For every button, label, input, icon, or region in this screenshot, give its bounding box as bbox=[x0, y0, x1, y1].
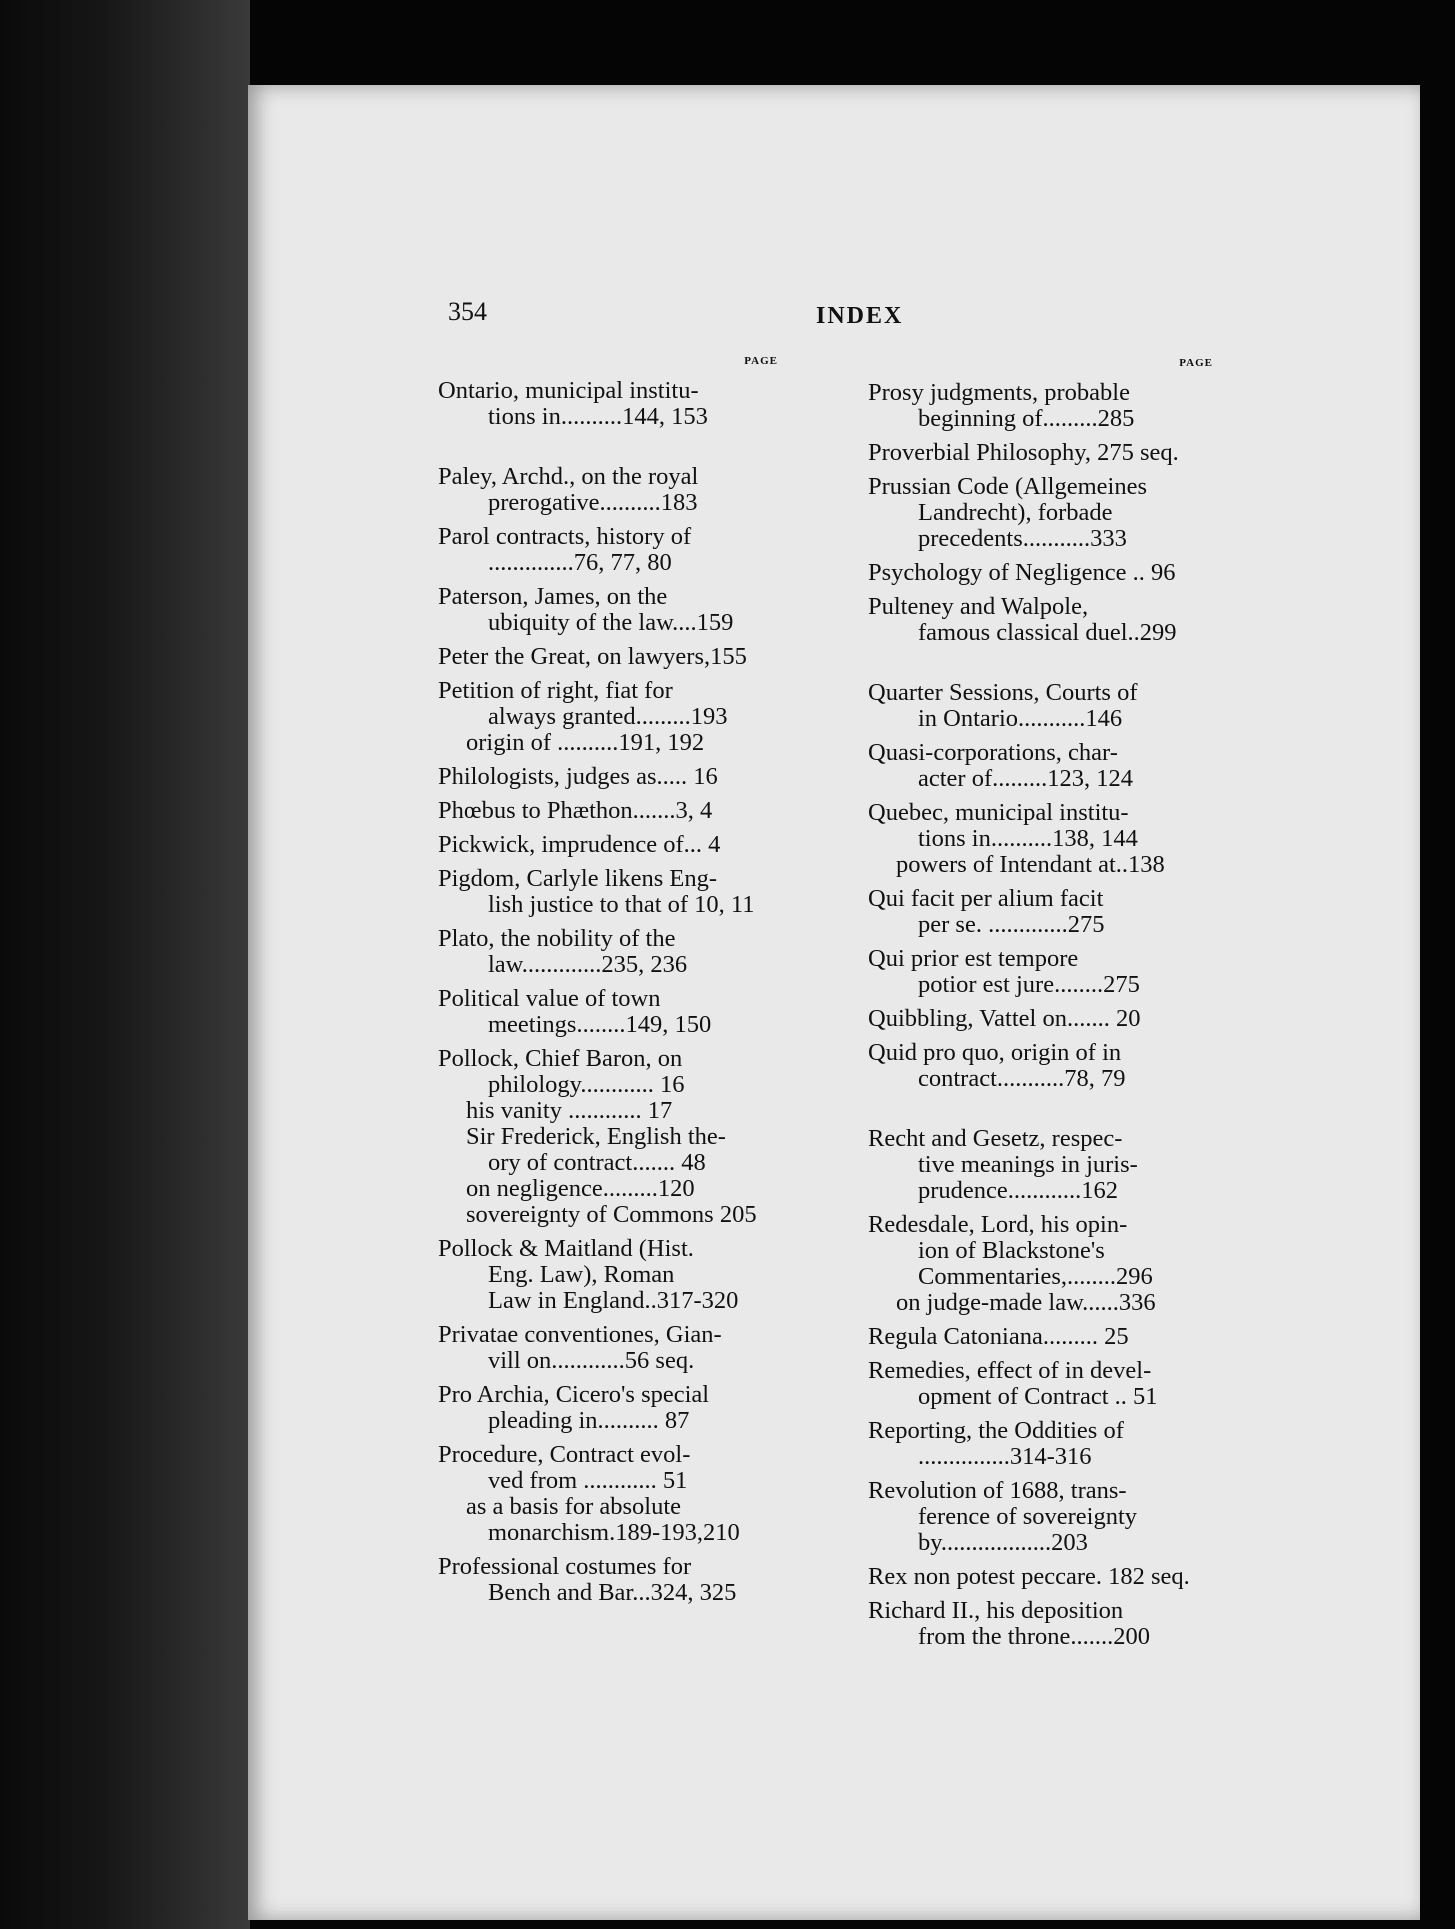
entries-right bbox=[868, 380, 1213, 1658]
index-line: Reporting, the Oddities of bbox=[868, 1417, 1124, 1444]
book-spine-edge bbox=[0, 0, 250, 1929]
index-column-right bbox=[868, 350, 1213, 1658]
index-line: Law in England..317-320 bbox=[488, 1287, 739, 1314]
index-entry bbox=[438, 1382, 778, 1434]
index-entry bbox=[438, 1554, 778, 1606]
index-line: ...............314-316 bbox=[918, 1443, 1092, 1470]
index-entry bbox=[438, 1046, 778, 1228]
index-line: Pollock, Chief Baron, on bbox=[438, 1045, 683, 1072]
index-line: tions in..........138, 144 bbox=[918, 825, 1138, 852]
index-entry bbox=[438, 378, 778, 430]
index-line: monarchism.189-193,210 bbox=[488, 1519, 740, 1546]
index-line: from the throne.......200 bbox=[918, 1623, 1151, 1650]
index-line: vill on............56 seq. bbox=[488, 1347, 695, 1374]
index-entry bbox=[438, 832, 778, 858]
index-entry bbox=[868, 800, 1213, 878]
letter-gap bbox=[868, 1100, 1213, 1126]
index-line: philology............ 16 bbox=[488, 1071, 685, 1098]
index-entry bbox=[438, 798, 778, 824]
index-entry bbox=[868, 474, 1213, 552]
index-line: Petition of right, fiat for bbox=[438, 677, 673, 704]
index-entry bbox=[438, 524, 778, 576]
index-line: as a basis for absolute bbox=[466, 1493, 681, 1520]
index-line: Commentaries,........296 bbox=[918, 1263, 1153, 1290]
index-line: beginning of.........285 bbox=[918, 405, 1135, 432]
index-entry bbox=[438, 584, 778, 636]
index-line: Political value of town bbox=[438, 985, 661, 1012]
index-entry bbox=[868, 886, 1213, 938]
index-entry bbox=[868, 380, 1213, 432]
index-entry bbox=[868, 560, 1213, 586]
index-line: Sir Frederick, English the- bbox=[466, 1123, 726, 1150]
index-line: tive meanings in juris- bbox=[918, 1151, 1138, 1178]
index-line: Eng. Law), Roman bbox=[488, 1261, 675, 1288]
column-head-left: PAGE bbox=[744, 355, 778, 367]
index-line: Pollock & Maitland (Hist. bbox=[438, 1235, 694, 1262]
index-line: by..................203 bbox=[918, 1529, 1088, 1556]
index-line: contract...........78, 79 bbox=[918, 1065, 1126, 1092]
index-line: Quarter Sessions, Courts of bbox=[868, 679, 1138, 706]
index-entry bbox=[868, 1418, 1213, 1470]
index-entry bbox=[438, 464, 778, 516]
index-line: Parol contracts, history of bbox=[438, 523, 692, 550]
index-line: Qui facit per alium facit bbox=[868, 885, 1104, 912]
index-line: Rex non potest peccare. 182 seq. bbox=[868, 1563, 1190, 1590]
index-line: Landrecht), forbade bbox=[918, 499, 1113, 526]
index-entry bbox=[438, 986, 778, 1038]
index-entry bbox=[868, 594, 1213, 646]
index-line: ubiquity of the law....159 bbox=[488, 609, 734, 636]
index-line: Phœbus to Phæthon.......3, 4 bbox=[438, 797, 713, 824]
index-line: Procedure, Contract evol- bbox=[438, 1441, 691, 1468]
index-line: Pulteney and Walpole, bbox=[868, 593, 1089, 620]
index-line: Proverbial Philosophy, 275 seq. bbox=[868, 439, 1179, 466]
index-line: Plato, the nobility of the bbox=[438, 925, 676, 952]
index-entry bbox=[868, 740, 1213, 792]
index-line: powers of Intendant at..138 bbox=[896, 851, 1165, 878]
index-line: pleading in.......... 87 bbox=[488, 1407, 690, 1434]
index-entry bbox=[438, 678, 778, 756]
index-line: Pigdom, Carlyle likens Eng- bbox=[438, 865, 717, 892]
index-entry bbox=[868, 1478, 1213, 1556]
index-line: prerogative..........183 bbox=[488, 489, 698, 516]
index-line: ved from ............ 51 bbox=[488, 1467, 688, 1494]
index-entry bbox=[868, 1212, 1213, 1316]
page-number: 354 bbox=[448, 297, 487, 326]
index-line: on judge-made law......336 bbox=[896, 1289, 1156, 1316]
index-line: Privatae conventiones, Gian- bbox=[438, 1321, 722, 1348]
index-line: Psychology of Negligence .. 96 bbox=[868, 559, 1176, 586]
index-line: sovereignty of Commons 205 bbox=[466, 1201, 757, 1228]
index-entry bbox=[438, 1322, 778, 1374]
index-line: Bench and Bar...324, 325 bbox=[488, 1579, 737, 1606]
index-line: Prussian Code (Allgemeines bbox=[868, 473, 1147, 500]
index-line: potior est jure........275 bbox=[918, 971, 1140, 998]
index-entry bbox=[438, 1236, 778, 1314]
index-line: Redesdale, Lord, his opin- bbox=[868, 1211, 1128, 1238]
index-line: Recht and Gesetz, respec- bbox=[868, 1125, 1123, 1152]
index-line: Qui prior est tempore bbox=[868, 945, 1079, 972]
index-line: Quid pro quo, origin of in bbox=[868, 1039, 1122, 1066]
index-entry bbox=[868, 1006, 1213, 1032]
index-line: Quebec, municipal institu- bbox=[868, 799, 1129, 826]
index-line: ory of contract....... 48 bbox=[488, 1149, 706, 1176]
index-entry bbox=[438, 1442, 778, 1546]
index-line: on negligence.........120 bbox=[466, 1175, 695, 1202]
index-entry bbox=[868, 1598, 1213, 1650]
index-line: his vanity ............ 17 bbox=[466, 1097, 673, 1124]
index-line: law.............235, 236 bbox=[488, 951, 688, 978]
index-entry bbox=[868, 1358, 1213, 1410]
index-line: Paterson, James, on the bbox=[438, 583, 668, 610]
index-line: opment of Contract .. 51 bbox=[918, 1383, 1158, 1410]
index-entry bbox=[868, 1040, 1213, 1092]
index-line: lish justice to that of 10, 11 bbox=[488, 891, 755, 918]
index-line: Prosy judgments, probable bbox=[868, 379, 1130, 406]
entries-left bbox=[438, 378, 778, 1614]
index-page bbox=[248, 85, 1420, 1920]
index-entry bbox=[868, 1126, 1213, 1204]
index-line: ..............76, 77, 80 bbox=[488, 549, 672, 576]
index-line: Pickwick, imprudence of... 4 bbox=[438, 831, 721, 858]
index-line: precedents...........333 bbox=[918, 525, 1127, 552]
column-head-right: PAGE bbox=[1179, 357, 1213, 369]
index-column-left bbox=[438, 348, 778, 1614]
index-line: Professional costumes for bbox=[438, 1553, 692, 1580]
index-line: ion of Blackstone's bbox=[918, 1237, 1105, 1264]
index-entry bbox=[868, 440, 1213, 466]
index-entry bbox=[868, 1324, 1213, 1350]
index-line: tions in..........144, 153 bbox=[488, 403, 708, 430]
index-line: Peter the Great, on lawyers,155 bbox=[438, 643, 747, 670]
index-line: ference of sovereignty bbox=[918, 1503, 1138, 1530]
index-line: Pro Archia, Cicero's special bbox=[438, 1381, 710, 1408]
index-line: Remedies, effect of in devel- bbox=[868, 1357, 1152, 1384]
index-line: Philologists, judges as..... 16 bbox=[438, 763, 718, 790]
index-line: always granted.........193 bbox=[488, 703, 728, 730]
index-line: per se. .............275 bbox=[918, 911, 1105, 938]
index-line: origin of ..........191, 192 bbox=[466, 729, 705, 756]
index-line: in Ontario...........146 bbox=[918, 705, 1123, 732]
index-line: Revolution of 1688, trans- bbox=[868, 1477, 1127, 1504]
index-line: Regula Catoniana......... 25 bbox=[868, 1323, 1129, 1350]
index-entry bbox=[438, 644, 778, 670]
index-entry bbox=[868, 1564, 1213, 1590]
running-head: INDEX bbox=[816, 303, 904, 329]
index-entry bbox=[438, 926, 778, 978]
letter-gap bbox=[868, 654, 1213, 680]
index-line: acter of.........123, 124 bbox=[918, 765, 1133, 792]
index-entry bbox=[868, 680, 1213, 732]
index-line: meetings........149, 150 bbox=[488, 1011, 712, 1038]
letter-gap bbox=[438, 438, 778, 464]
index-line: Quasi-corporations, char- bbox=[868, 739, 1118, 766]
index-line: Ontario, municipal institu- bbox=[438, 377, 699, 404]
index-entry bbox=[868, 946, 1213, 998]
index-line: Richard II., his deposition bbox=[868, 1597, 1124, 1624]
index-entry bbox=[438, 866, 778, 918]
index-line: prudence............162 bbox=[918, 1177, 1119, 1204]
index-line: famous classical duel..299 bbox=[918, 619, 1177, 646]
index-entry bbox=[438, 764, 778, 790]
index-line: Quibbling, Vattel on....... 20 bbox=[868, 1005, 1141, 1032]
index-line: Paley, Archd., on the royal bbox=[438, 463, 699, 490]
